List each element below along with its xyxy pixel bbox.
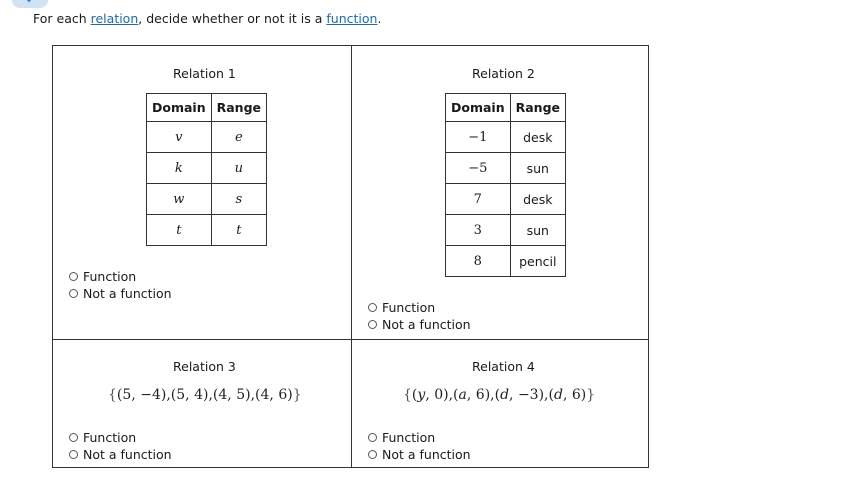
domain-cell: w	[147, 184, 212, 215]
table-row	[446, 122, 566, 153]
pair-y: −3	[517, 387, 539, 403]
set-open-brace: {	[403, 387, 412, 403]
range-cell: pencil	[510, 246, 565, 277]
grid-divider-vertical	[351, 46, 352, 467]
relation1-table	[146, 93, 267, 246]
table-row	[446, 184, 566, 215]
pair-y: 5	[236, 387, 246, 403]
pair-x: 5	[176, 387, 186, 403]
domain-cell: 8	[446, 246, 511, 277]
pair-y: −4	[140, 387, 161, 403]
relation1-function-option[interactable]	[69, 269, 136, 284]
domain-cell: k	[147, 153, 212, 184]
option-label: Not a function	[83, 286, 172, 301]
chevron-down-icon	[22, 0, 36, 2]
radio-button[interactable]	[368, 450, 377, 459]
range-header: Range	[510, 94, 565, 122]
range-cell: s	[211, 184, 266, 215]
pair-x: 4	[218, 387, 228, 403]
pair-y: 6	[571, 387, 581, 403]
function-link[interactable]: function	[326, 11, 378, 26]
table-row	[446, 246, 566, 277]
range-cell: sun	[510, 153, 565, 184]
table-row	[446, 215, 566, 246]
instruction-text	[33, 11, 381, 26]
radio-button[interactable]	[368, 320, 377, 329]
option-label: Function	[83, 430, 137, 445]
pair-y: 6	[475, 387, 485, 403]
relation-link[interactable]: relation	[90, 11, 139, 26]
collapse-tab[interactable]	[12, 0, 48, 8]
table-row	[147, 122, 267, 153]
range-cell: t	[211, 215, 266, 246]
relation2-title: Relation 2	[472, 66, 535, 81]
pair-y: 0	[434, 387, 444, 403]
relation4-set: {(y, 0),(a, 6),(d, −3),(d, 6)}	[403, 387, 596, 403]
pair-x: 5	[122, 387, 132, 403]
radio-button[interactable]	[69, 289, 78, 298]
pair-y: 6	[278, 387, 288, 403]
instruction-prefix: For each	[33, 11, 91, 26]
set-open-brace: {	[108, 387, 117, 403]
table-row	[147, 184, 267, 215]
option-label: Not a function	[382, 447, 471, 462]
grid-divider-horizontal	[53, 339, 648, 340]
range-cell: sun	[510, 215, 565, 246]
relation2-not-function-option[interactable]	[368, 317, 471, 332]
pair-x: y	[417, 387, 426, 403]
table-row	[147, 153, 267, 184]
relation1-title: Relation 1	[173, 66, 236, 81]
instruction-middle: , decide whether or not it is a	[138, 11, 327, 26]
domain-cell: 7	[446, 184, 511, 215]
domain-cell: −5	[446, 153, 511, 184]
option-label: Not a function	[83, 447, 172, 462]
option-label: Function	[382, 430, 436, 445]
domain-header: Domain	[446, 94, 511, 122]
table-row	[446, 153, 566, 184]
relation4-title: Relation 4	[472, 359, 535, 374]
relation2-function-option[interactable]	[368, 300, 435, 315]
pair-x: d	[553, 387, 563, 403]
pair-y: 4	[194, 387, 203, 403]
pair-x: 4	[260, 387, 270, 403]
radio-button[interactable]	[69, 272, 78, 281]
radio-button[interactable]	[69, 433, 78, 442]
pair-x: d	[500, 387, 510, 403]
table-header-row	[147, 94, 267, 122]
range-cell: e	[211, 122, 266, 153]
relation4-function-option[interactable]	[368, 430, 435, 445]
option-label: Function	[382, 300, 436, 315]
table-row	[147, 215, 267, 246]
relation3-function-option[interactable]	[69, 430, 136, 445]
radio-button[interactable]	[368, 433, 377, 442]
relation3-title: Relation 3	[173, 359, 236, 374]
domain-cell: v	[147, 122, 212, 153]
relation2-table	[445, 93, 566, 277]
domain-cell: 3	[446, 215, 511, 246]
domain-cell: −1	[446, 122, 511, 153]
relation4-not-function-option[interactable]	[368, 447, 471, 462]
radio-button[interactable]	[368, 303, 377, 312]
range-cell: desk	[510, 122, 565, 153]
range-cell: u	[211, 153, 266, 184]
domain-cell: t	[147, 215, 212, 246]
table-header-row	[446, 94, 566, 122]
option-label: Function	[83, 269, 137, 284]
relation3-not-function-option[interactable]	[69, 447, 172, 462]
instruction-suffix: .	[377, 11, 382, 26]
option-label: Not a function	[382, 317, 471, 332]
set-close-brace: }	[292, 387, 302, 403]
relation3-set: {(5, −4),(5, 4),(4, 5),(4, 6)}	[108, 387, 302, 403]
relation1-not-function-option[interactable]	[69, 286, 172, 301]
pair-x: a	[458, 387, 467, 403]
domain-header: Domain	[147, 94, 212, 122]
radio-button[interactable]	[69, 450, 78, 459]
relations-grid	[52, 45, 649, 468]
set-close-brace: }	[586, 387, 596, 403]
range-header: Range	[211, 94, 266, 122]
range-cell: desk	[510, 184, 565, 215]
